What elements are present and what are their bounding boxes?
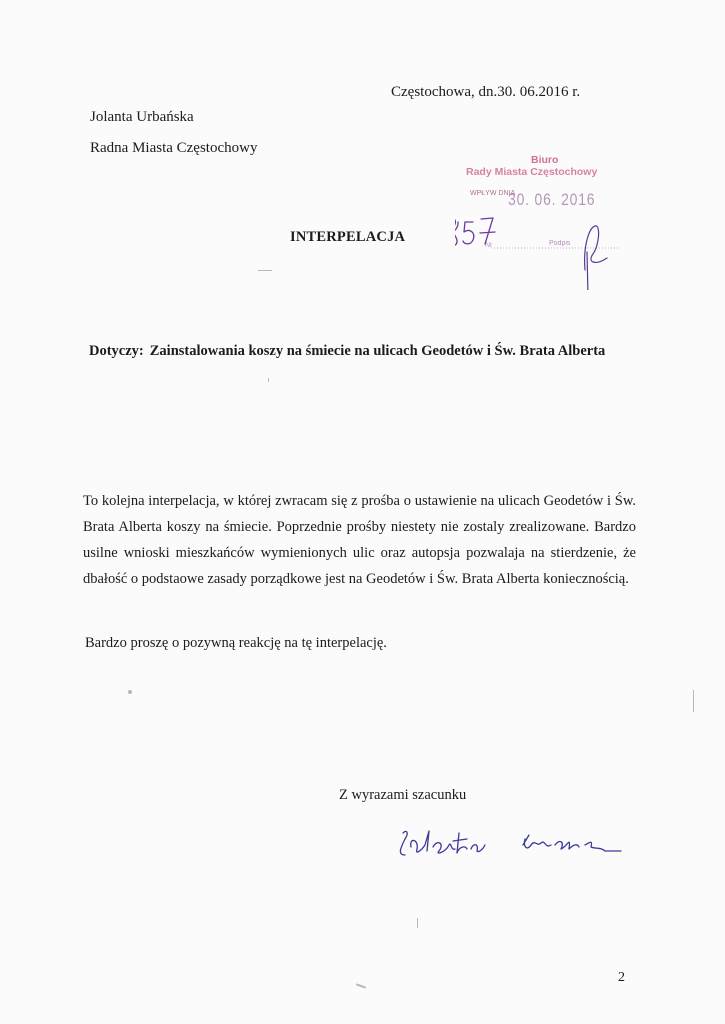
scan-mark xyxy=(258,270,272,271)
stamp-number-label: Nr xyxy=(485,242,493,249)
sender-name: Jolanta Urbańska xyxy=(90,109,194,125)
handwritten-signature xyxy=(395,825,645,875)
stamp-received-label: WPŁYW DNIA xyxy=(470,190,516,197)
page-number: 2 xyxy=(618,970,625,985)
registry-stamp xyxy=(455,150,725,290)
scan-mark xyxy=(417,918,418,928)
subject-label: Dotyczy: xyxy=(89,343,144,359)
scan-mark xyxy=(268,378,269,382)
stamp-received-date: 30. 06. 2016 xyxy=(508,190,596,209)
closing-salutation: Z wyrazami szacunku xyxy=(339,787,467,803)
scan-mark xyxy=(356,983,366,988)
body-text xyxy=(83,488,636,592)
subject-text: Zainstalowania koszy na śmiecie na ulicach Geodetów i Św. Brata Alberta xyxy=(149,343,606,359)
stamp-handwriting xyxy=(455,150,725,290)
stamp-signature-label: Podpis xyxy=(549,240,571,247)
subject-line xyxy=(89,343,605,360)
scan-mark xyxy=(693,690,694,712)
request-paragraph: Bardzo proszę o pozywną reakcję na tę interpelację. xyxy=(85,635,387,651)
scan-mark xyxy=(128,690,132,694)
document-heading: INTERPELACJA xyxy=(290,229,406,245)
stamp-office: Biuro xyxy=(531,154,559,166)
body-paragraph: To kolejna interpelacja, w której zwracam się z prośba o ustawienie na ulicach Geodetów i Św. Brata Alberta koszy na śmiecie. Poprzednie prośby niestety nie zostaly zrealizowane. Bardzo usilne wnioski mieszkańców wymienionych ulic oraz autopsja pozwalaja na stierdzenie, że dbałość o podstaowe zasady porządkowe jest na Geodetów i Św. Brata Alberta koniecznością. xyxy=(83,493,636,587)
sender-role: Radna Miasta Częstochowy xyxy=(90,140,258,156)
date-line: Częstochowa, dn.30. 06.2016 r. xyxy=(391,84,581,100)
stamp-council: Rady Miasta Częstochowy xyxy=(466,166,598,178)
